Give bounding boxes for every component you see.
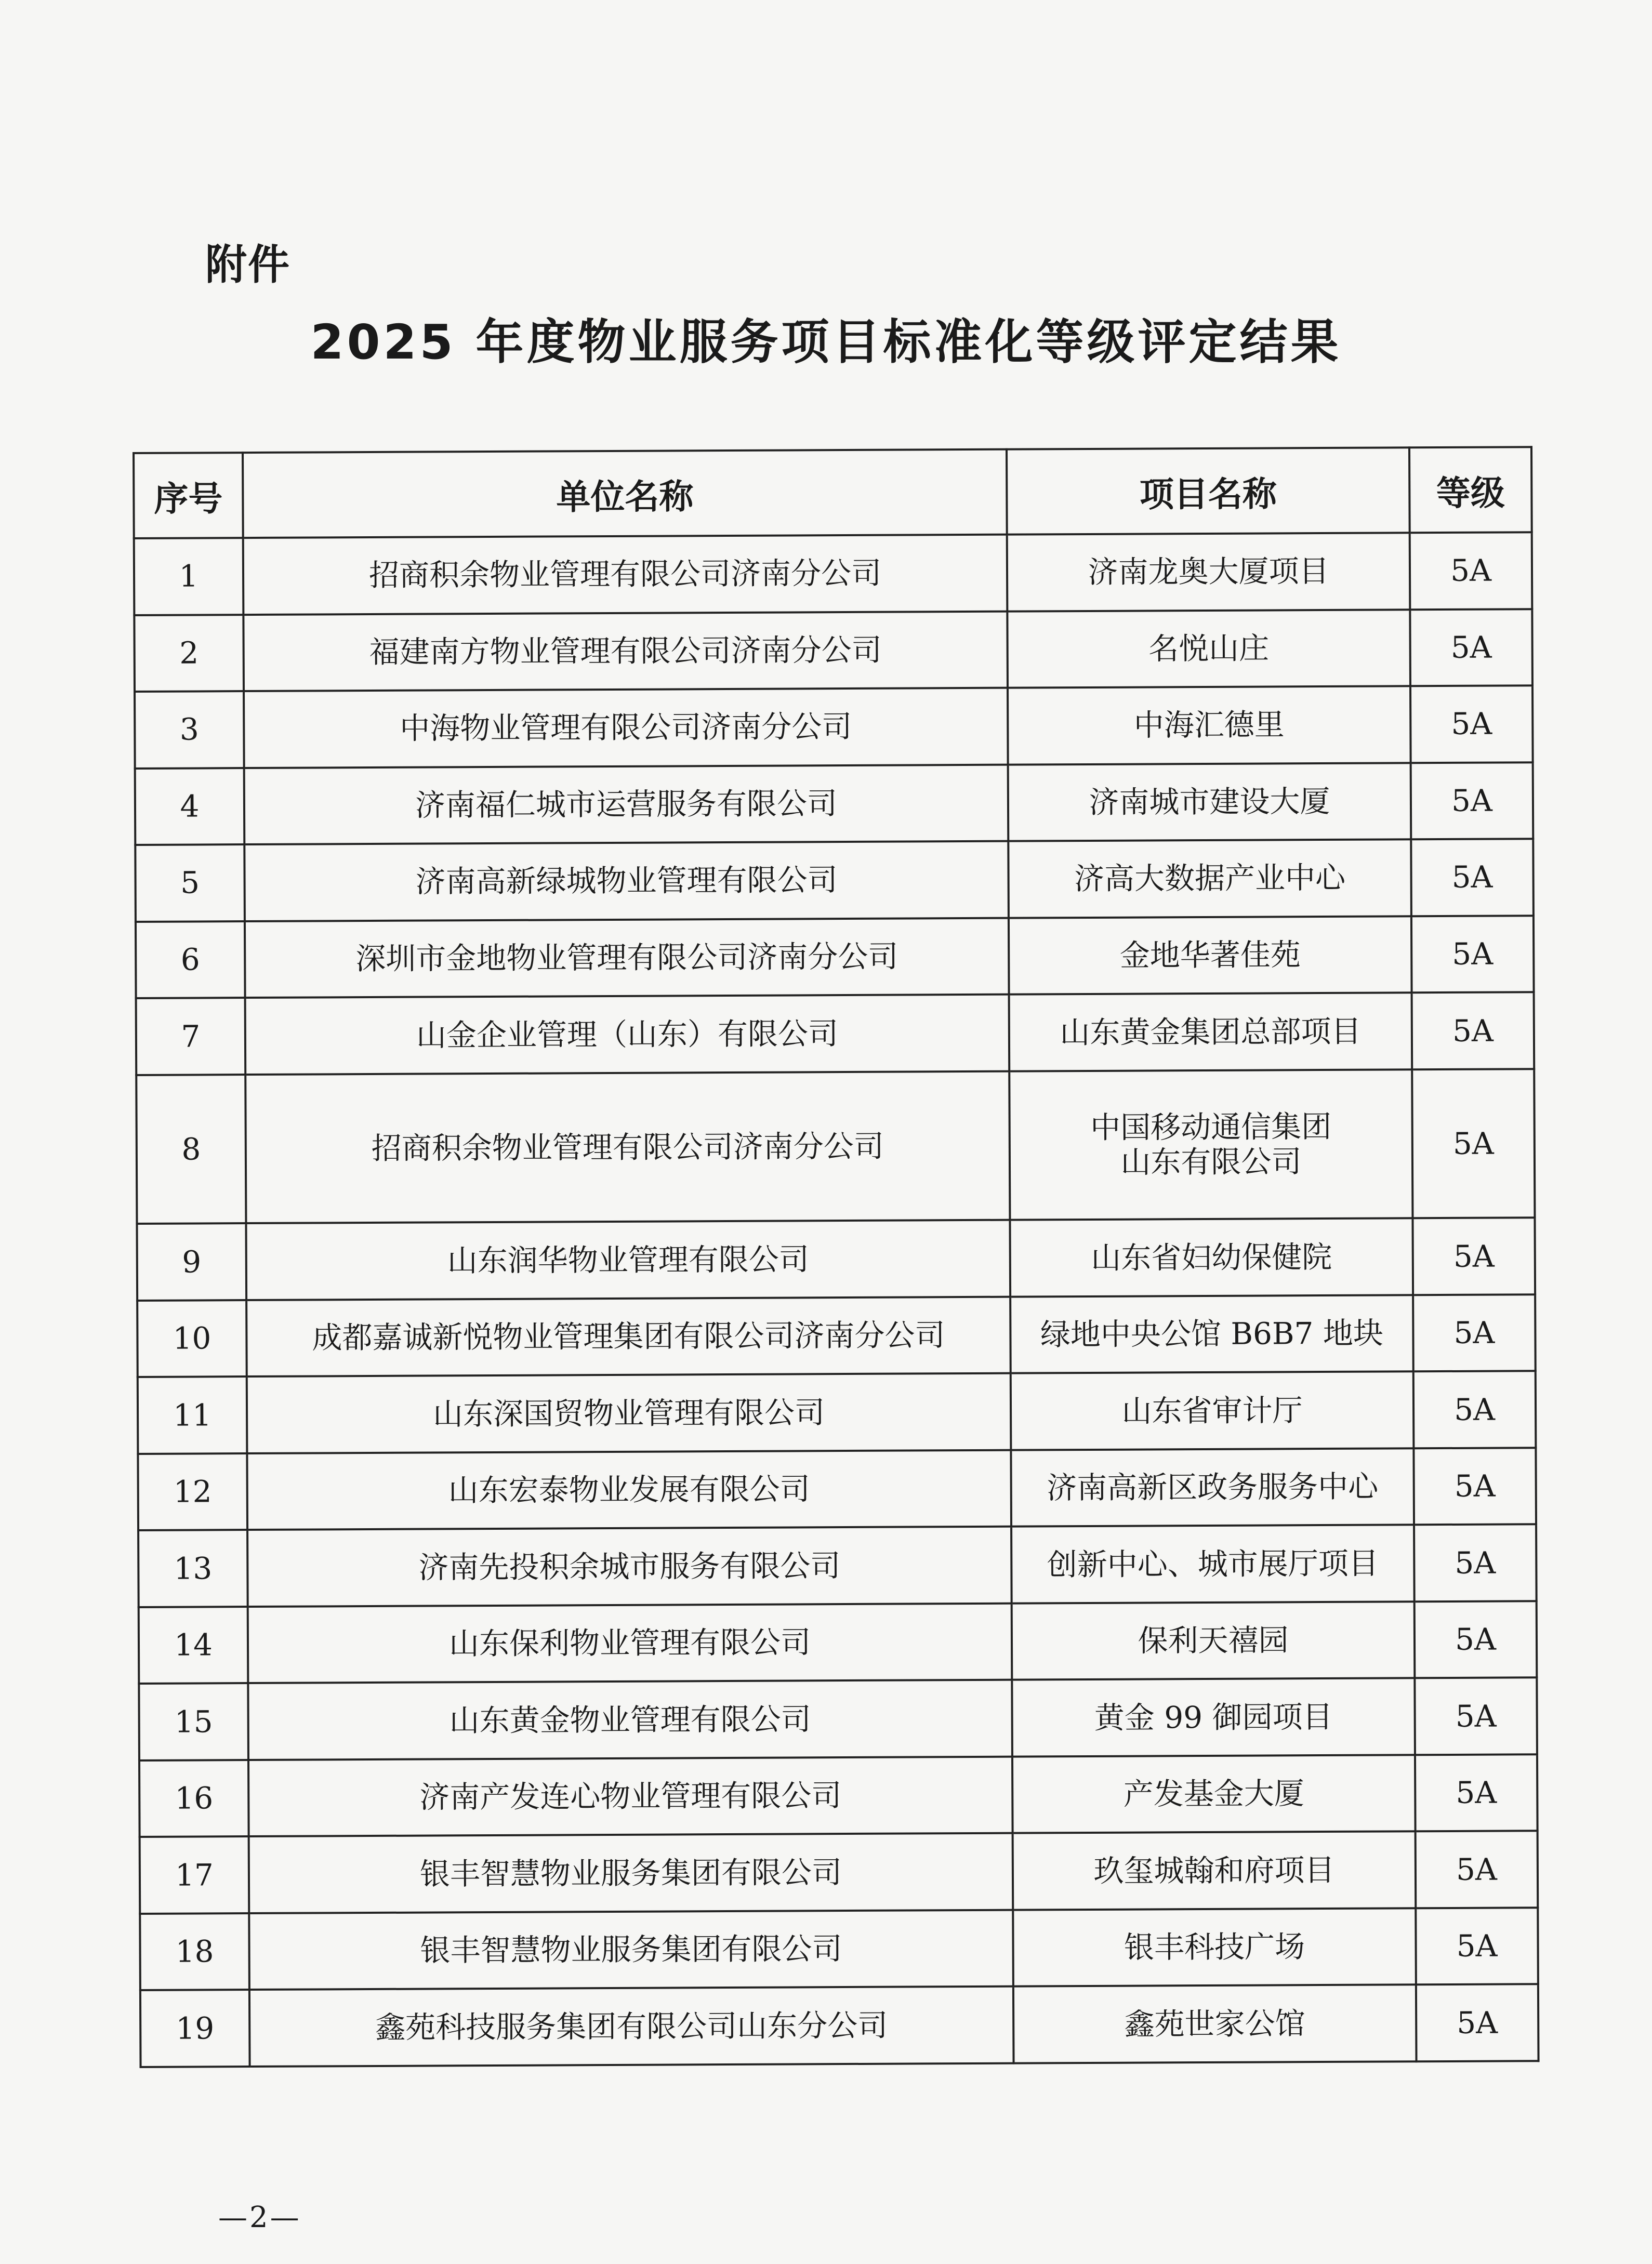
cell-unit-name: 鑫苑科技服务集团有限公司山东分公司 — [249, 1987, 1014, 2067]
cell-seq: 13 — [138, 1530, 248, 1607]
cell-project-name: 济高大数据产业中心 — [1008, 839, 1411, 918]
cell-unit-name: 深圳市金地物业管理有限公司济南分公司 — [245, 918, 1009, 998]
cell-level: 5A — [1411, 839, 1534, 916]
cell-seq: 8 — [136, 1075, 246, 1224]
cell-level: 5A — [1412, 1069, 1535, 1219]
cell-seq: 2 — [134, 615, 244, 692]
cell-level: 5A — [1415, 1678, 1537, 1755]
cell-project-name: 鑫苑世家公馆 — [1013, 1985, 1417, 2063]
cell-project-name: 玖玺城翰和府项目 — [1013, 1832, 1416, 1910]
cell-level: 5A — [1416, 1831, 1538, 1909]
cell-unit-name: 招商积余物业管理有限公司济南分公司 — [245, 1071, 1010, 1223]
cell-seq: 18 — [140, 1913, 249, 1990]
header-seq: 序号 — [134, 453, 243, 538]
cell-seq: 17 — [140, 1836, 249, 1913]
cell-project-name: 济南高新区政务服务中心 — [1011, 1448, 1414, 1527]
table-row — [135, 762, 1534, 845]
cell-level: 5A — [1413, 1294, 1536, 1372]
cell-level: 5A — [1411, 762, 1534, 840]
cell-unit-name: 济南先投积余城市服务有限公司 — [247, 1527, 1012, 1607]
cell-project-name: 产发基金大厦 — [1012, 1755, 1416, 1833]
cell-level: 5A — [1412, 992, 1535, 1069]
cell-project-name: 山东省审计厅 — [1011, 1372, 1414, 1450]
table-row — [138, 1448, 1536, 1530]
cell-project-name: 山东黄金集团总部项目 — [1009, 992, 1412, 1071]
cell-unit-name: 山东黄金物业管理有限公司 — [248, 1680, 1012, 1760]
cell-project-name: 济南龙奥大厦项目 — [1007, 533, 1410, 611]
cell-level: 5A — [1411, 916, 1534, 993]
table-row — [136, 1069, 1535, 1224]
cell-unit-name: 山东润华物业管理有限公司 — [246, 1220, 1010, 1300]
cell-unit-name: 成都嘉诚新悦物业管理集团有限公司济南分公司 — [246, 1296, 1011, 1376]
page-number: —2— — [218, 2201, 301, 2234]
cell-seq: 3 — [135, 691, 244, 768]
cell-level: 5A — [1413, 1448, 1536, 1525]
cell-seq: 12 — [138, 1453, 247, 1530]
cell-level: 5A — [1410, 685, 1533, 763]
cell-unit-name: 山东宏泰物业发展有限公司 — [247, 1450, 1011, 1530]
cell-project-name: 保利天禧园 — [1012, 1601, 1415, 1680]
cell-level: 5A — [1410, 609, 1532, 686]
cell-unit-name: 招商积余物业管理有限公司济南分公司 — [243, 535, 1008, 615]
table-row — [140, 1984, 1539, 2067]
table-row — [134, 532, 1532, 615]
cell-seq: 19 — [140, 1990, 250, 2067]
document-title: 2025 年度物业服务项目标准化等级评定结果 — [310, 314, 1342, 370]
cell-unit-name: 济南福仁城市运营服务有限公司 — [244, 764, 1009, 844]
table-row — [139, 1678, 1537, 1760]
cell-unit-name: 山东保利物业管理有限公司 — [248, 1603, 1012, 1683]
table-row — [139, 1601, 1537, 1684]
table-row — [138, 1371, 1536, 1454]
cell-project-name: 名悦山庄 — [1007, 610, 1410, 688]
header-project-name: 项目名称 — [1007, 447, 1410, 534]
table-row — [138, 1525, 1537, 1607]
cell-project-line: 山东有限公司 — [1120, 1144, 1302, 1180]
cell-level: 5A — [1416, 1908, 1538, 1985]
cell-unit-name: 济南产发连心物业管理有限公司 — [248, 1757, 1013, 1837]
cell-seq: 11 — [138, 1376, 247, 1453]
cell-seq: 4 — [135, 768, 245, 845]
cell-unit-name: 山金企业管理（山东）有限公司 — [245, 995, 1010, 1075]
cell-seq: 1 — [134, 538, 244, 615]
cell-seq: 15 — [139, 1683, 248, 1760]
attachment-label: 附件 — [205, 241, 290, 289]
cell-level: 5A — [1415, 1601, 1537, 1678]
cell-seq: 16 — [139, 1760, 249, 1837]
table-row — [135, 839, 1534, 921]
cell-project-name: 黄金 99 御园项目 — [1012, 1678, 1415, 1757]
cell-seq: 5 — [135, 844, 245, 921]
cell-unit-name: 中海物业管理有限公司济南分公司 — [244, 688, 1008, 768]
table-row — [136, 916, 1534, 998]
cell-level: 5A — [1413, 1371, 1536, 1449]
table-row — [140, 1908, 1538, 1990]
cell-project-name: 山东省妇幼保健院 — [1010, 1219, 1413, 1297]
table-row — [135, 685, 1533, 768]
cell-level: 5A — [1416, 1984, 1539, 2062]
cell-level: 5A — [1415, 1754, 1538, 1832]
table-row — [137, 1218, 1535, 1301]
cell-seq: 14 — [139, 1607, 248, 1684]
cell-project-name: 银丰科技广场 — [1013, 1908, 1416, 1987]
cell-project-name — [1009, 1069, 1412, 1220]
cell-unit-name: 福建南方物业管理有限公司济南分公司 — [243, 611, 1008, 691]
cell-project-name: 创新中心、城市展厅项目 — [1011, 1525, 1415, 1604]
cell-unit-name: 济南高新绿城物业管理有限公司 — [244, 841, 1009, 921]
cell-level: 5A — [1410, 532, 1532, 610]
cell-unit-name: 山东深国贸物业管理有限公司 — [247, 1373, 1011, 1453]
header-unit-name: 单位名称 — [243, 449, 1007, 538]
cell-seq: 6 — [136, 921, 245, 998]
cell-project-name: 金地华著佳苑 — [1009, 916, 1412, 995]
header-level: 等级 — [1409, 447, 1532, 533]
cell-seq: 9 — [137, 1223, 246, 1300]
cell-project-line: 中国移动通信集团 — [1090, 1109, 1332, 1146]
cell-seq: 7 — [136, 998, 246, 1075]
table-row — [136, 992, 1535, 1075]
cell-level: 5A — [1412, 1218, 1535, 1295]
table-row — [139, 1754, 1538, 1837]
cell-unit-name: 银丰智慧物业服务集团有限公司 — [249, 1910, 1013, 1990]
table-row — [134, 609, 1532, 692]
cell-level: 5A — [1414, 1525, 1537, 1602]
table-row — [137, 1294, 1536, 1377]
cell-seq: 10 — [137, 1300, 247, 1377]
cell-project-name: 济南城市建设大厦 — [1008, 763, 1411, 841]
rating-results-table — [133, 446, 1540, 2068]
table-header-row — [134, 447, 1532, 538]
cell-unit-name: 银丰智慧物业服务集团有限公司 — [249, 1833, 1013, 1913]
cell-project-name: 中海汇德里 — [1008, 686, 1411, 764]
table-row — [140, 1831, 1538, 1914]
cell-project-name: 绿地中央公馆 B6B7 地块 — [1010, 1295, 1413, 1373]
